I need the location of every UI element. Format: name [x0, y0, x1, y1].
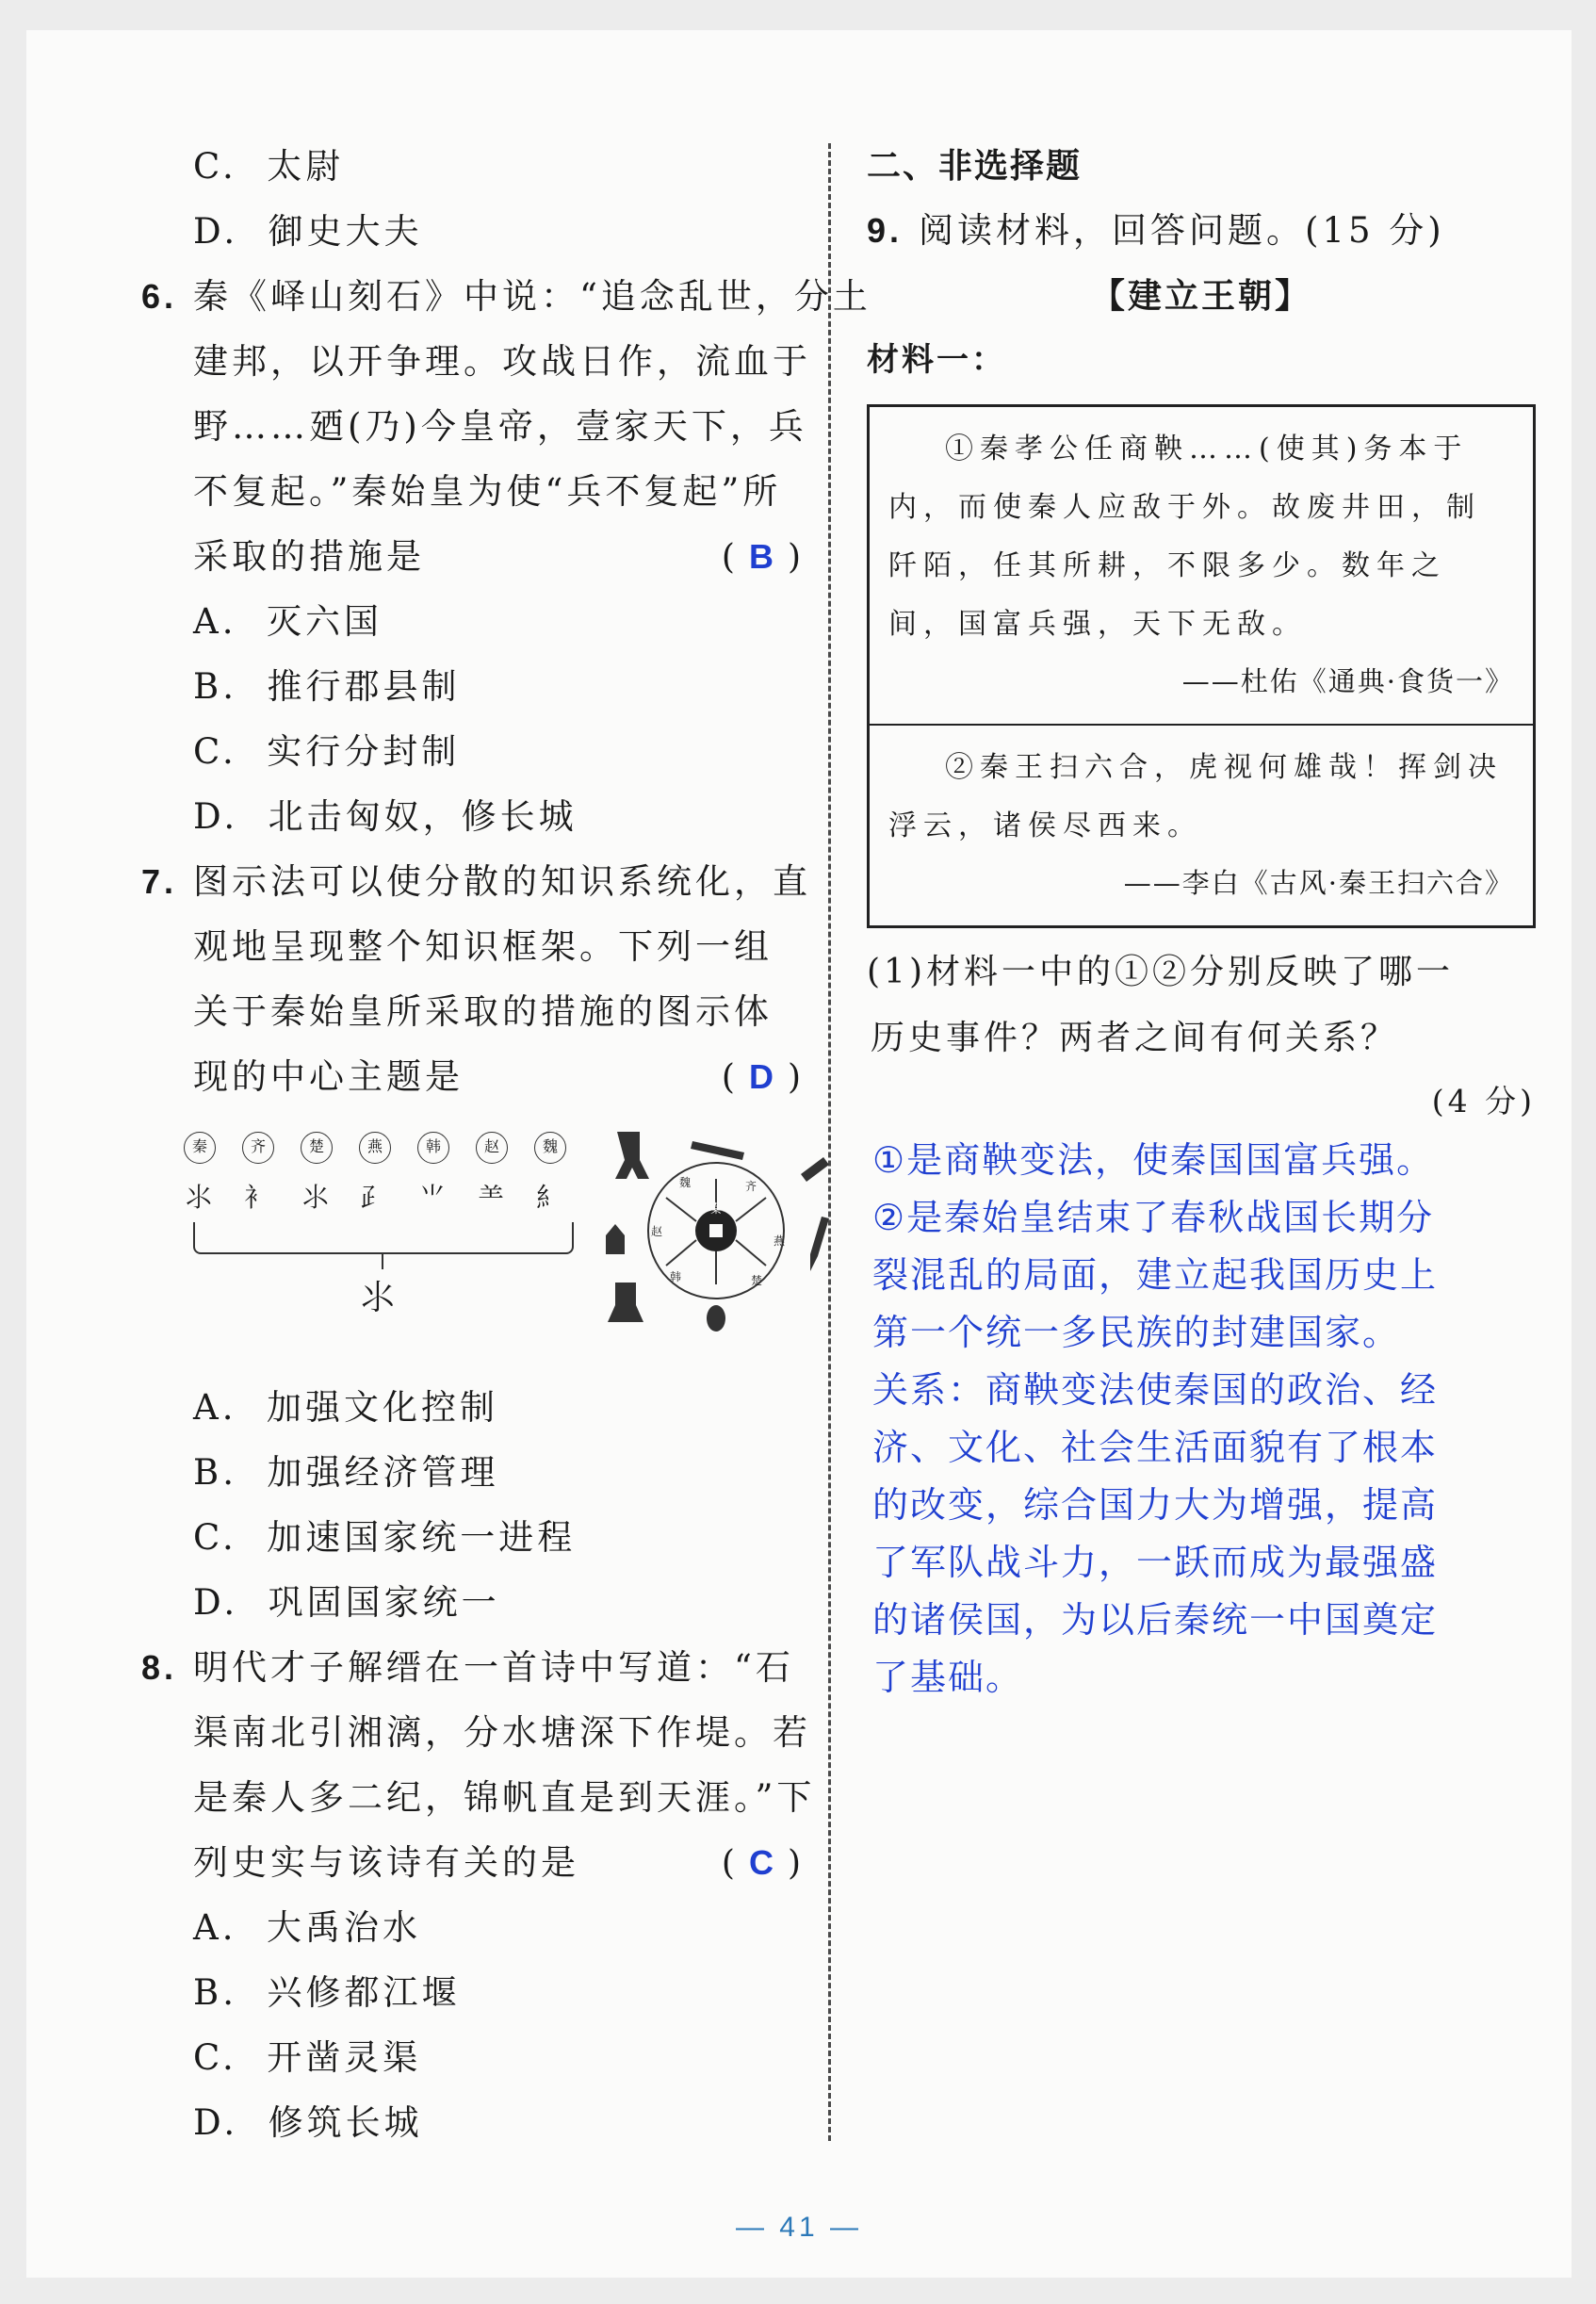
bracket-stem [382, 1252, 383, 1269]
option-a: A. 加强文化控制 [193, 1387, 499, 1428]
sub-question-line: (1)材料一中的①②分别反映了哪一 [867, 953, 1454, 991]
answer-bracket: ( B ) [722, 524, 801, 590]
option-a: A. 大禹治水 [193, 1907, 422, 1948]
state-seal: 赵 [476, 1132, 508, 1164]
answer-line: ①是商鞅变法，使秦国国富兵强。 [872, 1139, 1435, 1181]
wheel-state-label: 韩 [669, 1270, 682, 1283]
question-stem-line: 6. 秦《峄山刻石》中说：“追念乱世，分土 [141, 264, 801, 329]
question-number: 7. [141, 862, 178, 901]
answer-line: 关系：商鞅变法使秦国的政治、经 [872, 1369, 1439, 1411]
option-d: D. 御史大夫 [193, 211, 423, 252]
question-9 [867, 198, 1536, 1707]
material-label: 材料一： [867, 342, 1006, 378]
state-seal: 韩 [417, 1132, 449, 1164]
option-c: C. 太尉 [193, 146, 345, 187]
question-6 [141, 264, 871, 849]
option-d: D. 修筑长城 [193, 2102, 423, 2143]
wheel-state-label: 赵 [650, 1225, 663, 1238]
question-number: 9. [867, 211, 904, 250]
quote-text: ②秦王扫六合，虎视何雄哉！挥剑决浮云，诸侯尽西来。 [888, 751, 1503, 842]
question-stem-line: 观地呈现整个知识框架。下列一组 [193, 926, 773, 967]
quote-source: ——李白《古风·秦王扫六合》 [1123, 867, 1514, 899]
section-title: 二、非选择题 [867, 146, 1083, 185]
wheel-state-label: 魏 [678, 1176, 692, 1189]
question-stem-line: 是秦人多二纪，锦帆直是到天涯。”下 [193, 1777, 816, 1818]
option-d: D. 北击匈奴，修长城 [193, 796, 578, 837]
question-stem-line: 建邦，以开争理。攻战日作，流血于 [193, 341, 811, 382]
material-box [867, 404, 1536, 928]
option-b: B. 加强经济管理 [193, 1452, 499, 1493]
question-stem-line: 不复起。”秦始皇为使“兵不复起”所 [193, 471, 782, 512]
answer-bracket: ( D ) [722, 1044, 801, 1110]
option-d: D. 巩固国家统一 [193, 1582, 500, 1623]
ancient-script-glyph-icon: ⺯ [535, 1182, 562, 1213]
question-stem-line: 关于秦始皇所采取的措施的图示体 [193, 991, 773, 1032]
ancient-script-glyph-icon: ⺷ [477, 1182, 504, 1213]
ancient-script-glyph-icon: ⻂ [243, 1182, 270, 1213]
state-seal: 燕 [359, 1132, 391, 1164]
question-stem-line: 7. 图示法可以使分散的知识系统化，直 [141, 849, 801, 914]
question-stem-line: 渠南北引湘漓，分水塘深下作堤。若 [193, 1712, 811, 1753]
answer-line: 的改变，综合国力大为增强，提高 [872, 1484, 1439, 1526]
filled-answer: B [748, 537, 774, 576]
ancient-script-glyph-icon: ⺪ [360, 1182, 387, 1213]
wheel-state-label: 燕 [773, 1234, 786, 1248]
ancient-script-glyph-icon: ⺢ [301, 1182, 329, 1213]
handwritten-answer [872, 1132, 1536, 1707]
state-seal: 魏 [534, 1132, 566, 1164]
material-quote-1 [870, 407, 1533, 724]
wheel-state-label: 楚 [750, 1274, 763, 1287]
ancient-script-glyph-icon: ⺢ [185, 1182, 212, 1213]
ancient-script-glyph-icon: ⺌ [418, 1182, 446, 1213]
state-seal: 齐 [242, 1132, 274, 1164]
question-number: 6. [141, 277, 178, 316]
filled-answer: C [748, 1843, 774, 1882]
option-b: B. 兴修都江堰 [193, 1972, 461, 2013]
coin-square-hole [709, 1224, 723, 1237]
answer-line: 了军队战斗力，一跃而成为最强盛 [872, 1542, 1439, 1583]
answer-line: 了基础。 [872, 1657, 1024, 1698]
wheel-state-label: 齐 [744, 1180, 757, 1193]
topic-subtitle: 【建立王朝】 [1090, 276, 1311, 315]
option-c: C. 开凿灵渠 [193, 2037, 422, 2078]
sub-question-line: 历史事件？两者之间有何关系？ [871, 1019, 1399, 1057]
unified-script-glyph-icon: ⺢ [361, 1279, 396, 1317]
right-column [867, 134, 1536, 1707]
option-c: C. 实行分封制 [193, 731, 461, 772]
state-seal: 秦 [184, 1132, 216, 1164]
question-stem-line: 采取的措施是 ( B ) [141, 524, 801, 589]
answer-line: 第一个统一多民族的封建国家。 [872, 1312, 1401, 1353]
answer-line: 裂混乱的局面，建立起我国历史上 [872, 1254, 1439, 1296]
option-b: B. 推行郡县制 [193, 666, 461, 707]
unify-bracket [193, 1222, 574, 1254]
answer-line: 的诸侯国，为以后秦统一中国奠定 [872, 1599, 1439, 1641]
question-stem-line: 9. 阅读材料，回答问题。(15 分) [867, 198, 1536, 263]
answer-bracket: ( C ) [722, 1830, 801, 1896]
sub-question-score: (4 分) [1431, 1083, 1536, 1119]
option-a: A. 灭六国 [193, 601, 383, 642]
q5-options-tail [141, 134, 801, 264]
question-stem-line: 8. 明代才子解缙在一首诗中写道：“石 [141, 1635, 801, 1700]
quote-source: ——杜佑《通典·食货一》 [1181, 665, 1514, 697]
left-column [141, 134, 871, 2155]
question-number: 8. [141, 1648, 178, 1687]
question-stem-line: 列史实与该诗有关的是 ( C ) [141, 1830, 801, 1895]
page-number: — 41 — [735, 2212, 863, 2243]
filled-answer: D [748, 1057, 774, 1096]
answer-line: 济、文化、社会生活面貌有了根本 [872, 1427, 1439, 1468]
question-stem-line: 野……廼(乃)今皇帝，壹家天下，兵 [193, 406, 807, 447]
quote-text: ①秦孝公任商鞅……(使其)务本于内，而使秦人应敌于外。故废井田，制阡陌，任其所耕，不限多少。数年之间，国富兵强，天下无敌。 [888, 433, 1481, 641]
state-seal: 楚 [301, 1132, 333, 1164]
answer-line: ②是秦始皇结束了春秋战国长期分 [872, 1197, 1435, 1238]
wheel-center-label: 秦 [709, 1202, 723, 1217]
question-8 [141, 1635, 816, 2155]
option-c: C. 加速国家统一进程 [193, 1517, 577, 1558]
material-quote-2 [870, 724, 1533, 925]
question-stem-line: 现的中心主题是 ( D ) [141, 1044, 801, 1109]
currency-unification-wheel [598, 1122, 834, 1339]
unification-diagram [184, 1122, 801, 1358]
page-sheet [26, 30, 1572, 2278]
question-7 [141, 849, 811, 1635]
